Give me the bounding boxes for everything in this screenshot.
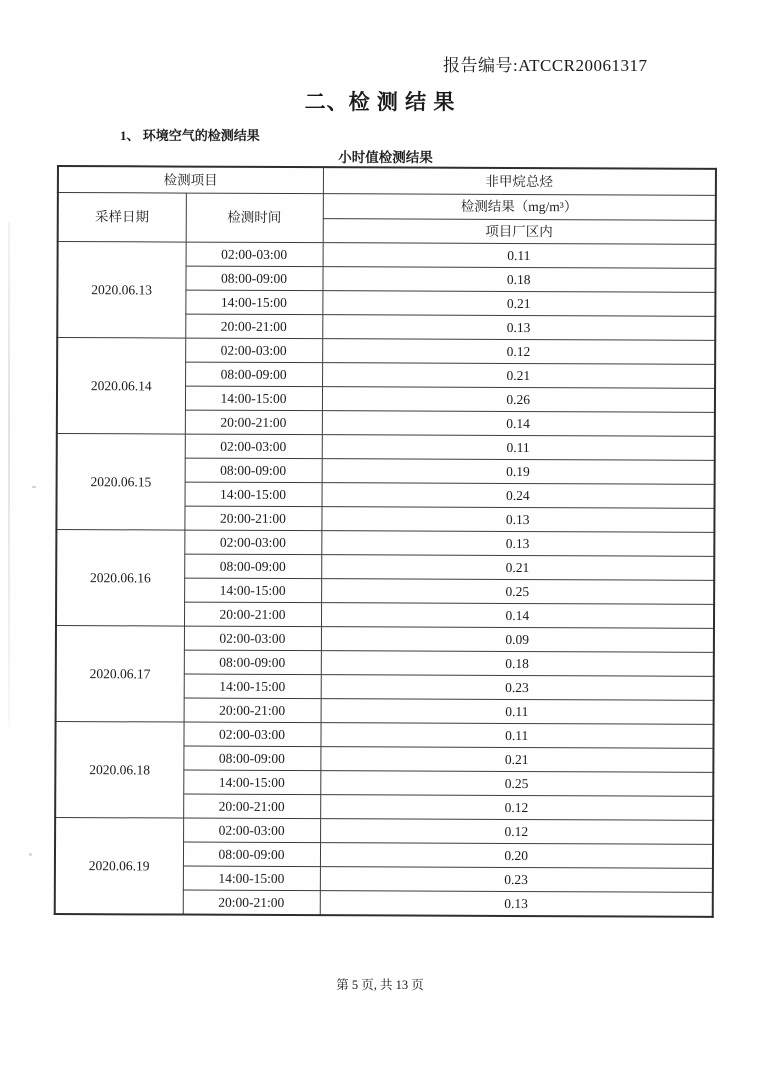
time-cell: 20:00-21:00 (184, 698, 321, 723)
time-cell: 20:00-21:00 (184, 506, 321, 531)
value-cell: 0.21 (320, 747, 713, 773)
date-cell: 2020.06.19 (55, 817, 183, 914)
time-cell: 14:00-15:00 (183, 866, 320, 891)
time-cell: 14:00-15:00 (184, 674, 321, 699)
header-result-unit: 检测结果（mg/m³） (323, 194, 716, 221)
time-cell: 20:00-21:00 (185, 314, 322, 339)
value-cell: 0.25 (321, 579, 714, 605)
value-cell: 0.21 (322, 363, 715, 389)
header-detection-time: 检测时间 (186, 193, 323, 243)
table-row (56, 626, 714, 653)
page-number-footer: 第 5 页, 共 13 页 (336, 978, 424, 992)
value-cell: 0.21 (321, 555, 714, 581)
time-cell: 20:00-21:00 (184, 602, 321, 627)
time-cell: 08:00-09:00 (183, 746, 320, 771)
scan-artifact-speck (32, 486, 36, 488)
time-cell: 08:00-09:00 (185, 266, 322, 291)
value-cell: 0.18 (321, 651, 714, 677)
time-cell: 08:00-09:00 (183, 842, 320, 867)
table-row (57, 434, 715, 461)
time-cell: 02:00-03:00 (186, 242, 323, 267)
value-cell: 0.23 (320, 867, 713, 893)
time-cell: 20:00-21:00 (183, 794, 320, 819)
results-table (54, 165, 717, 918)
time-cell: 20:00-21:00 (185, 410, 322, 435)
header-detection-item: 检测项目 (58, 166, 323, 194)
time-cell: 14:00-15:00 (184, 578, 321, 603)
value-cell: 0.13 (321, 531, 714, 557)
value-cell: 0.11 (321, 699, 714, 725)
value-cell: 0.21 (322, 291, 715, 317)
date-cell: 2020.06.15 (56, 434, 184, 531)
table-row (56, 530, 714, 557)
header-sampling-date: 采样日期 (58, 193, 186, 243)
table-row (55, 721, 713, 748)
time-cell: 02:00-03:00 (185, 338, 322, 363)
value-cell: 0.09 (321, 627, 714, 653)
time-cell: 02:00-03:00 (183, 818, 320, 843)
value-cell: 0.12 (320, 795, 713, 821)
time-cell: 14:00-15:00 (185, 386, 322, 411)
table-header-row (58, 193, 716, 221)
table-row (57, 338, 715, 365)
report-number: 报告编号:ATCCR20061317 (443, 56, 648, 75)
value-cell: 0.14 (321, 603, 714, 629)
time-cell: 02:00-03:00 (184, 530, 321, 555)
header-analyte: 非甲烷总烃 (323, 167, 716, 195)
scan-artifact-speck (29, 853, 32, 856)
date-cell: 2020.06.17 (56, 626, 184, 723)
section-heading: 1、 环境空气的检测结果 (120, 128, 260, 143)
value-cell: 0.11 (323, 243, 716, 269)
value-cell: 0.24 (322, 483, 715, 509)
scan-artifact-edge-line (8, 222, 10, 727)
table-row (58, 242, 716, 269)
value-cell: 0.13 (321, 507, 714, 533)
table-title: 小时值检测结果 (338, 150, 433, 165)
value-cell: 0.25 (320, 771, 713, 797)
value-cell: 0.11 (322, 435, 715, 461)
date-cell: 2020.06.13 (57, 242, 185, 339)
value-cell: 0.12 (322, 339, 715, 365)
value-cell: 0.13 (320, 891, 713, 917)
time-cell: 08:00-09:00 (185, 458, 322, 483)
header-location: 项目厂区内 (323, 219, 716, 245)
time-cell: 02:00-03:00 (185, 434, 322, 459)
value-cell: 0.19 (322, 459, 715, 485)
value-cell: 0.11 (320, 723, 713, 749)
time-cell: 08:00-09:00 (184, 554, 321, 579)
value-cell: 0.14 (322, 411, 715, 437)
time-cell: 08:00-09:00 (185, 362, 322, 387)
time-cell: 14:00-15:00 (185, 290, 322, 315)
table-header-row (58, 166, 716, 195)
value-cell: 0.18 (322, 267, 715, 293)
value-cell: 0.20 (320, 843, 713, 869)
value-cell: 0.12 (320, 819, 713, 845)
value-cell: 0.26 (322, 387, 715, 413)
page-title: 二、检 测 结 果 (304, 90, 456, 114)
value-cell: 0.13 (322, 315, 715, 341)
date-cell: 2020.06.18 (55, 721, 183, 818)
table-row (55, 817, 713, 844)
date-cell: 2020.06.16 (56, 530, 184, 627)
time-cell: 14:00-15:00 (183, 770, 320, 795)
time-cell: 02:00-03:00 (183, 722, 320, 747)
time-cell: 20:00-21:00 (183, 890, 320, 915)
time-cell: 08:00-09:00 (184, 650, 321, 675)
time-cell: 02:00-03:00 (184, 626, 321, 651)
date-cell: 2020.06.14 (57, 338, 185, 435)
time-cell: 14:00-15:00 (185, 482, 322, 507)
value-cell: 0.23 (321, 675, 714, 701)
